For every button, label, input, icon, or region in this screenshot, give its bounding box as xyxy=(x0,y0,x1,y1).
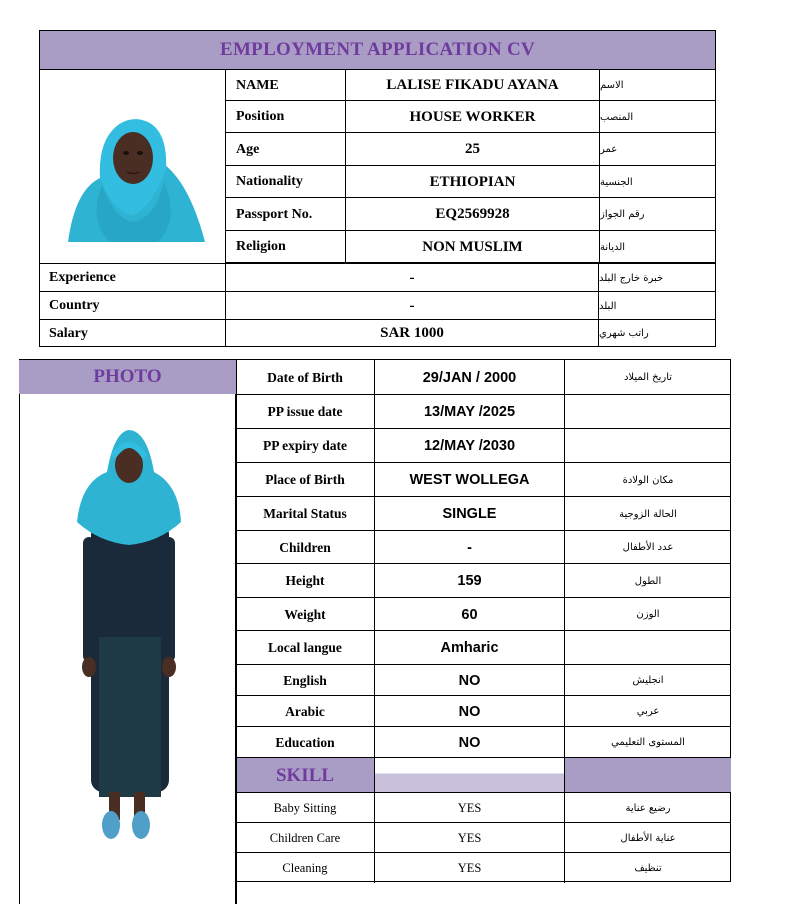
row-label: Nationality xyxy=(236,174,303,189)
detail-label: Local langue xyxy=(268,640,342,655)
top-row xyxy=(225,198,715,231)
row-label: NAME xyxy=(236,77,279,93)
skill-row xyxy=(236,792,731,822)
row-value: HOUSE WORKER xyxy=(345,101,599,133)
detail-label: English xyxy=(283,672,327,688)
detail-row xyxy=(236,630,731,664)
row-value: ETHIOPIAN xyxy=(345,166,599,198)
table-left-border xyxy=(236,359,237,904)
skill-header-mid xyxy=(374,758,564,793)
skill-header-right xyxy=(564,758,731,793)
detail-arabic: الوزن xyxy=(564,598,731,631)
detail-value: NO xyxy=(374,665,564,696)
skill-title: SKILL xyxy=(275,764,335,786)
detail-label: PP issue date xyxy=(267,404,343,419)
skill-arabic: عناية الأطفال xyxy=(564,823,731,853)
row-value: NON MUSLIM xyxy=(345,231,599,263)
row-label: Religion xyxy=(236,239,286,254)
detail-arabic: الحالة الزوجية xyxy=(564,497,731,531)
skill-arabic: تنظيف xyxy=(564,853,731,883)
wide-label: Country xyxy=(49,298,100,313)
detail-row xyxy=(236,496,731,530)
detail-arabic: انجليش xyxy=(564,665,731,696)
skill-row xyxy=(236,852,731,882)
detail-arabic: الطول xyxy=(564,564,731,598)
skill-arabic: رضيع عناية xyxy=(564,793,731,823)
top-row xyxy=(225,231,715,263)
skill-label: Children Care xyxy=(269,830,341,845)
row-arabic: الديانة xyxy=(599,231,716,263)
skill-row xyxy=(236,822,731,852)
detail-label: Height xyxy=(285,573,325,588)
skill-label: Baby Sitting xyxy=(273,800,337,815)
detail-row xyxy=(236,563,731,597)
wide-arabic: خبرة خارج البلد xyxy=(598,264,715,292)
detail-arabic xyxy=(564,429,731,463)
skill-label: Cleaning xyxy=(282,860,328,875)
detail-label: Arabic xyxy=(285,703,325,719)
wide-value: SAR 1000 xyxy=(225,320,598,347)
detail-row xyxy=(236,597,731,630)
wide-row xyxy=(40,319,715,346)
detail-arabic xyxy=(564,631,731,665)
wide-value: - xyxy=(225,292,598,320)
detail-value: 29/JAN / 2000 xyxy=(374,360,564,395)
detail-arabic: المستوى التعليمي xyxy=(564,727,731,758)
wide-label: Salary xyxy=(49,325,88,341)
row-label: Passport No. xyxy=(236,206,313,222)
top-row xyxy=(225,70,715,101)
detail-value: 13/MAY /2025 xyxy=(374,395,564,429)
detail-label: Place of Birth xyxy=(265,472,345,487)
skill-value: YES xyxy=(374,853,564,883)
detail-label: Education xyxy=(275,734,335,750)
detail-arabic: مكان الولادة xyxy=(564,463,731,497)
wide-row xyxy=(40,291,715,319)
row-arabic: رقم الجواز xyxy=(599,198,716,231)
detail-arabic: عربي xyxy=(564,696,731,727)
detail-arabic xyxy=(564,395,731,429)
row-value: LALISE FIKADU AYANA xyxy=(345,70,599,101)
detail-row xyxy=(236,695,731,726)
detail-row xyxy=(236,726,731,757)
row-value: EQ2569928 xyxy=(345,198,599,231)
wide-arabic: البلد xyxy=(598,292,715,320)
top-section xyxy=(39,30,716,347)
headshot-image xyxy=(40,70,225,263)
skill-value: YES xyxy=(374,823,564,853)
skill-header-row xyxy=(236,757,731,792)
detail-value: - xyxy=(374,531,564,564)
detail-row xyxy=(236,530,731,563)
row-arabic: المنصب xyxy=(599,101,716,133)
detail-value: 12/MAY /2030 xyxy=(374,429,564,463)
detail-label: Date of Birth xyxy=(267,369,343,385)
detail-value: NO xyxy=(374,696,564,727)
skill-header xyxy=(236,758,374,793)
row-arabic: الاسم xyxy=(599,70,716,101)
wide-value: - xyxy=(225,264,598,292)
detail-row xyxy=(236,394,731,428)
full-body-image xyxy=(69,427,189,847)
detail-arabic: تاريخ الميلاد xyxy=(564,360,731,395)
top-row xyxy=(225,133,715,166)
detail-row xyxy=(236,664,731,695)
detail-row xyxy=(236,428,731,462)
skill-value: YES xyxy=(374,793,564,823)
detail-arabic: عدد الأطفال xyxy=(564,531,731,564)
detail-label: Weight xyxy=(284,606,326,622)
page-title: EMPLOYMENT APPLICATION CV xyxy=(219,39,536,60)
detail-value: Amharic xyxy=(374,631,564,665)
wide-label: Experience xyxy=(49,270,116,285)
wide-row xyxy=(40,263,715,291)
detail-row xyxy=(236,359,731,394)
row-label: Age xyxy=(236,141,260,157)
row-value: 25 xyxy=(345,133,599,166)
detail-label: Children xyxy=(279,539,331,555)
photo-header xyxy=(19,359,236,394)
detail-row xyxy=(236,462,731,496)
top-row xyxy=(225,101,715,133)
row-arabic: عمر xyxy=(599,133,716,166)
headshot-photo xyxy=(40,70,225,263)
detail-value: 159 xyxy=(374,564,564,598)
detail-value: WEST WOLLEGA xyxy=(374,463,564,497)
wide-arabic: راتب شهري xyxy=(598,320,715,347)
detail-label: Marital Status xyxy=(263,506,347,521)
full-body-photo xyxy=(69,427,189,847)
row-label: Position xyxy=(236,109,285,124)
photo-title: PHOTO xyxy=(93,366,162,387)
detail-value: SINGLE xyxy=(374,497,564,531)
top-row xyxy=(225,166,715,198)
row-arabic: الجنسية xyxy=(599,166,716,198)
detail-value: 60 xyxy=(374,598,564,631)
header-bar xyxy=(40,31,715,70)
detail-value: NO xyxy=(374,727,564,758)
detail-label: PP expiry date xyxy=(263,438,347,453)
bottom-section xyxy=(19,359,732,904)
